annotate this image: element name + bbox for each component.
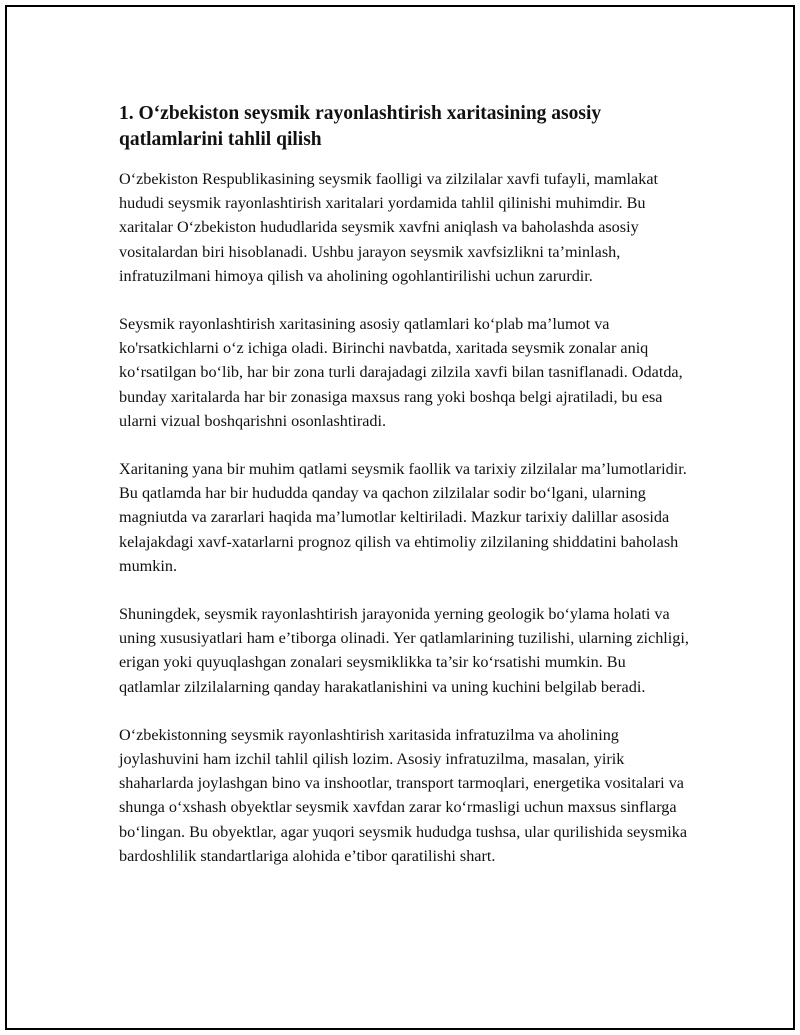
paragraph-3: Xaritaning yana bir muhim qatlami seysmik faollik va tarixiy zilzilalar ma’lumotlaridir. Bu qatlamda har bir hududda qanday va qachon zilzilalar sodir bo‘lgani, ularning magniutda va zararlari haqida ma’lumotlar keltiriladi. Mazkur tarixiy dalillar asosida kelajakdagi xavf-xatarlarni prognoz qilish va ehtimoliy zilzilaning shiddatini baholash mumkin.: [119, 460, 687, 575]
page-frame: [5, 5, 795, 1030]
section-heading: 1. O‘zbekiston seysmik rayonlashtirish xaritasining asosiy qatlamlarini tahlil qilish: [119, 103, 602, 150]
paragraph-4: Shuningdek, seysmik rayonlashtirish jarayonida yerning geologik bo‘ylama holati va uning xususiyatlari ham e’tiborga olinadi. Yer qatlamlarining tuzilishi, ularning zichligi, erigan yoki quyuqlashgan zonalari seysmiklikka ta’sir ko‘rsatishi mumkin. Bu qatlamlar zilzilalarning qanday harakatlanishini va uning kuchini belgilab beradi.: [119, 605, 689, 696]
document-body: [119, 101, 689, 892]
paragraph-2: Seysmik rayonlashtirish xaritasining asosiy qatlamlari ko‘plab ma’lumot va ko'rsatkichlarni o‘z ichiga oladi. Birinchi navbatda, xaritada seysmik zonalar aniq ko‘rsatilgan bo‘lib, har bir zona turli darajadagi zilzila xavfi bilan tasniflanadi. Odatda, bunday xaritalarda har bir zonasiga maxsus rang yoki boshqa belgi ajratiladi, bu esa ularni vizual boshqarishni osonlashtiradi.: [119, 315, 683, 430]
paragraph-5: O‘zbekistonning seysmik rayonlashtirish xaritasida infratuzilma va aholining joylashuvini ham izchil tahlil qilish lozim. Asosiy infratuzilma, masalan, yirik shaharlarda joylashgan bino va inshootlar, transport tarmoqlari, energetika vositalari va shunga o‘xshash obyektlar seysmik xavfdan zarar ko‘rmasligi uchun maxsus sinflarga bo‘lingan. Bu obyektlar, agar yuqori seysmik hududga tushsa, ular qurilishida seysmika bardoshlilik standartlariga alohida e’tibor qaratilishi shart.: [119, 725, 688, 865]
paragraph-1: O‘zbekiston Respublikasining seysmik faolligi va zilzilalar xavfi tufayli, mamlakat hududi seysmik rayonlashtirish xaritalari yordamida tahlil qilinishi muhimdir. Bu xaritalar O‘zbekiston hududlarida seysmik xavfni aniqlash va baholashda asosiy vositalardan biri hisoblanadi. Ushbu jarayon seysmik xavfsizlikni ta’minlash, infratuzilmani himoya qilish va aholining ogohlantirilishi uchun zarurdir.: [119, 170, 659, 285]
